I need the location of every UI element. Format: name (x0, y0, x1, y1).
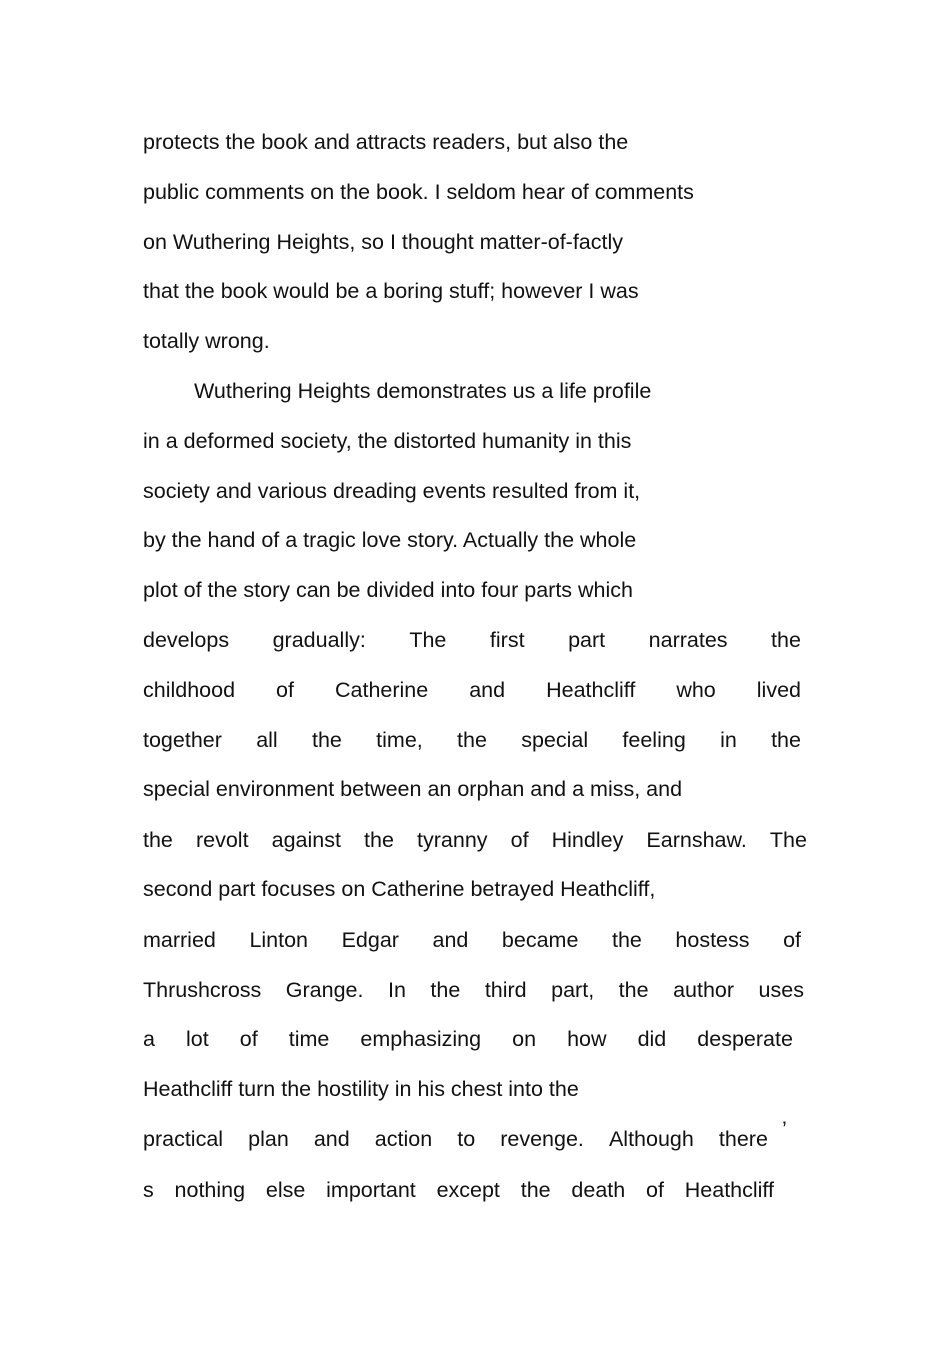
word: and (313, 1127, 350, 1151)
word: develops (143, 628, 230, 652)
word: emphasizing (360, 1027, 482, 1051)
word: the (771, 728, 801, 752)
word: to (457, 1127, 476, 1151)
word: s (143, 1178, 154, 1202)
word: death (571, 1178, 626, 1202)
word: revenge. (500, 1127, 584, 1151)
text-line: second part focuses on Catherine betrayed Heathcliff, (143, 877, 656, 901)
word: author (673, 978, 735, 1002)
word: Heathcliff (546, 678, 636, 702)
word: of (510, 828, 529, 852)
word: the (364, 828, 394, 852)
word: desperate (697, 1027, 793, 1051)
text-line: society and various dreading events resulted from it, (143, 479, 641, 503)
word: childhood (143, 678, 236, 702)
word: in (720, 728, 737, 752)
word: uses (758, 978, 804, 1002)
word: of (239, 1027, 258, 1051)
word: else (265, 1178, 306, 1202)
word: narrates (648, 628, 728, 652)
word: action (374, 1127, 433, 1151)
text-line: public comments on the book. I seldom hear of comments (143, 180, 694, 204)
word: practical (143, 1127, 224, 1151)
word: third (484, 978, 527, 1002)
word: the (143, 828, 173, 852)
word: Linton (249, 928, 309, 952)
justified-line (143, 827, 807, 853)
text-line: by the hand of a tragic love story. Actually the whole (143, 528, 637, 552)
word: the (618, 978, 649, 1002)
text-line: that the book would be a boring stuff; however I was (143, 279, 639, 303)
word: lot (186, 1027, 209, 1051)
word: who (676, 678, 716, 702)
word: of (276, 678, 294, 702)
text-line: in a deformed society, the distorted humanity in this (143, 429, 632, 453)
text-line: totally wrong. (143, 329, 270, 353)
text-line: protects the book and attracts readers, but also the (143, 130, 629, 154)
word: part (568, 628, 606, 652)
paragraph-first-line: Wuthering Heights demonstrates us a life profile (194, 379, 652, 403)
word: Catherine (334, 678, 429, 702)
word: became (501, 928, 579, 952)
word: Edgar (341, 928, 399, 952)
word: the (311, 728, 342, 752)
word: the (430, 978, 461, 1002)
word: and (469, 678, 506, 702)
word: and (432, 928, 469, 952)
word: Thrushcross (143, 978, 262, 1002)
apostrophe-mark: ’ (782, 1117, 787, 1141)
word: The (409, 628, 447, 652)
word: together (143, 728, 222, 752)
word: of (646, 1178, 664, 1202)
word: lived (756, 678, 801, 702)
justified-line (143, 1026, 793, 1052)
word: Although (608, 1127, 694, 1151)
word: plan (248, 1127, 289, 1151)
word: time (288, 1027, 330, 1051)
word: married (143, 928, 216, 952)
word: important (326, 1178, 416, 1202)
justified-line (143, 977, 804, 1003)
word: the (611, 928, 642, 952)
word: part, (551, 978, 595, 1002)
word: except (436, 1178, 500, 1202)
word: the (771, 628, 801, 652)
word: the (457, 728, 487, 752)
word: Grange. (285, 978, 364, 1002)
word: all (256, 728, 278, 752)
word: first (489, 628, 525, 652)
text-line: on Wuthering Heights, so I thought matter-of-factly (143, 230, 624, 254)
word: of (783, 928, 801, 952)
word: Earnshaw. (646, 828, 747, 852)
word: nothing (174, 1178, 246, 1202)
text-line: Heathcliff turn the hostility in his chest into the (143, 1077, 579, 1101)
word: hostess (675, 928, 750, 952)
justified-line (143, 1177, 774, 1203)
word: Heathcliff (684, 1178, 774, 1202)
word: a (143, 1027, 155, 1051)
word: Hindley (551, 828, 624, 852)
word: did (637, 1027, 667, 1051)
word: The (769, 828, 807, 852)
word: on (512, 1027, 537, 1051)
word: revolt (195, 828, 249, 852)
text-line: special environment between an orphan and a miss, and (143, 777, 683, 801)
word: time, (376, 728, 423, 752)
word: gradually: (272, 628, 366, 652)
word: how (567, 1027, 607, 1051)
justified-line (143, 727, 801, 753)
justified-line (143, 677, 801, 703)
word: there (718, 1127, 768, 1151)
word: against (271, 828, 341, 852)
justified-line (143, 927, 801, 953)
justified-line (143, 1126, 768, 1152)
word: In (387, 978, 406, 1002)
word: tyranny (417, 828, 488, 852)
justified-line (143, 627, 801, 653)
word: special (521, 728, 589, 752)
text-line: plot of the story can be divided into four parts which (143, 578, 633, 602)
word: the (520, 1178, 551, 1202)
word: feeling (622, 728, 686, 752)
